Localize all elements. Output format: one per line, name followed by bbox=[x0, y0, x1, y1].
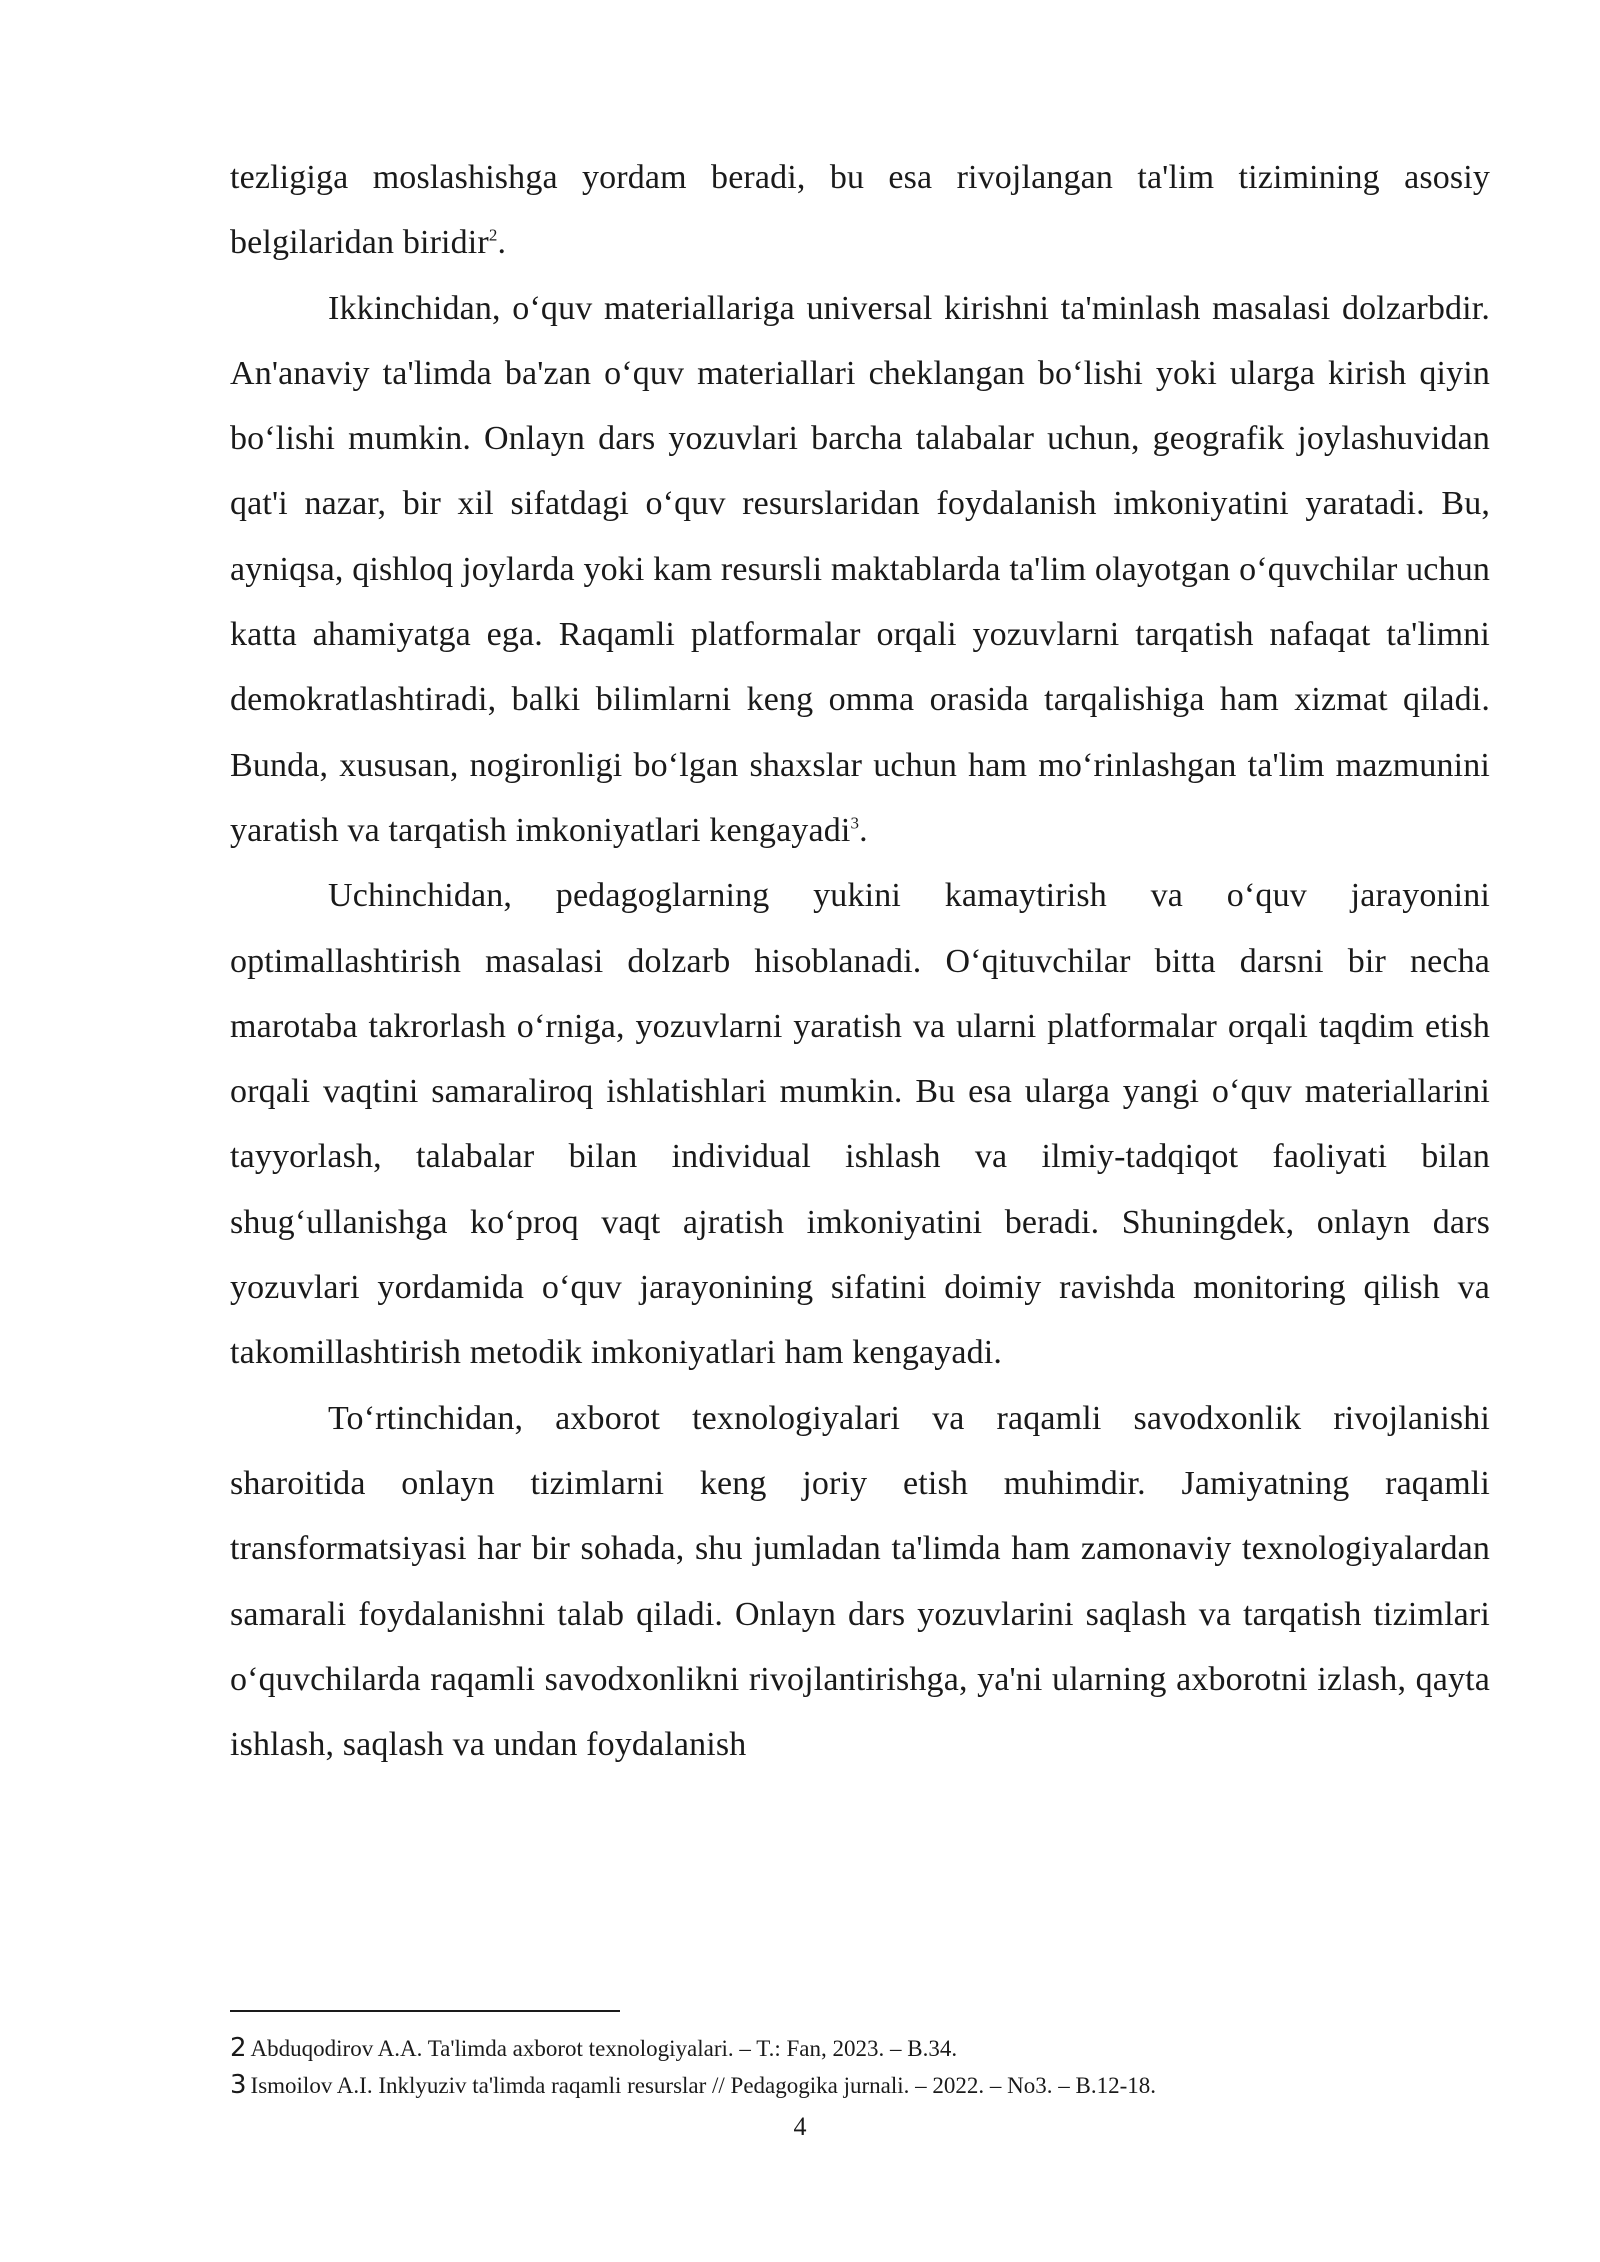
paragraph-text: Uchinchidan, pedagoglarning yukini kamaytirish va o‘quv jarayonini optimallashtirish masalasi dolzarb hisoblanadi. O‘qituvchilar bitta darsni bir necha marotaba takrorlash o‘rniga, yozuvlarni yaratish va ularni platformalar orqali taqdim etish orqali vaqtini samaraliroq ishlatishlari mumkin. Bu esa ularga yangi o‘quv materiallarini tayyorlash, talabalar bilan individual ishlash va ilmiy-tadqiqot faoliyati bilan shug‘ullanishga ko‘proq vaqt ajratish imkoniyatini beradi. Shuningdek, onlayn dars yozuvlari yordamida o‘quv jarayonining sifatini doimiy ravishda monitoring qilish va takomillashtirish metodik imkoniyatlari ham kengayadi. bbox=[230, 877, 1490, 1372]
footnote-text: Ismoilov A.I. Inklyuziv ta'limda raqamli resurslar // Pedagogika jurnali. – 2022. – No3. – B.12-18. bbox=[250, 2073, 1157, 2098]
footnote-number: 3 bbox=[230, 2070, 247, 2100]
paragraph-end: . bbox=[859, 811, 868, 849]
footnotes bbox=[230, 2030, 1490, 2104]
footnote-item bbox=[230, 2067, 1490, 2104]
paragraph-ikkinchidan bbox=[230, 276, 1490, 864]
paragraph-tortinchidan bbox=[230, 1386, 1490, 1778]
paragraph-end: . bbox=[497, 224, 507, 262]
page-number: 4 bbox=[793, 2112, 807, 2141]
footnote-number: 2 bbox=[230, 2033, 247, 2063]
footnote-reference[interactable]: 2 bbox=[488, 225, 498, 245]
body-text bbox=[230, 145, 1490, 1777]
paragraph-continuation bbox=[230, 145, 1490, 276]
paragraph-text: To‘rtinchidan, axborot texnologiyalari va raqamli savodxonlik rivojlanishi sharoitida onlayn tizimlarni keng joriy etish muhimdir. Jamiyatning raqamli transformatsiyasi har bir sohada, shu jumladan ta'limda ham zamonaviy texnologiyalardan samarali foydalanishni talab qiladi. Onlayn dars yozuvlarini saqlash va tarqatish tizimlari o‘quvchilarda raqamli savodxonlikni rivojlantirishga, ya'ni ularning axborotni izlash, qayta ishlash, saqlash va undan foydalanish bbox=[230, 1399, 1490, 1764]
footnote-text: Abduqodirov A.A. Ta'limda axborot texnologiyalari. – T.: Fan, 2023. – B.34. bbox=[250, 2036, 958, 2061]
footnote-reference[interactable]: 3 bbox=[850, 813, 860, 833]
paragraph-uchinchidan bbox=[230, 863, 1490, 1385]
footnote-item bbox=[230, 2030, 1490, 2067]
paragraph-text: tezligiga moslashishga yordam beradi, bu esa rivojlangan ta'lim tizimining asosiy belgilaridan biridir bbox=[230, 159, 1490, 262]
footnote-separator bbox=[230, 2010, 620, 2012]
paragraph-text: Ikkinchidan, o‘quv materiallariga universal kirishni ta'minlash masalasi dolzarbdir. An'anaviy ta'limda ba'zan o‘quv materiallari cheklangan bo‘lishi yoki ularga kirish qiyin bo‘lishi mumkin. Onlayn dars yozuvlari barcha talabalar uchun, geografik joylashuvidan qat'i nazar, bir xil sifatdagi o‘quv resurslaridan foydalanish imkoniyatini yaratadi. Bu, ayniqsa, qishloq joylarda yoki kam resursli maktablarda ta'lim olayotgan o‘quvchilar uchun katta ahamiyatga ega. Raqamli platformalar orqali yozuvlarni tarqatish nafaqat ta'limni demokratlashtiradi, balki bilimlarni keng omma orasida tarqalishiga ham xizmat qiladi. Bunda, xususan, nogironligi bo‘lgan shaxslar uchun ham mo‘rinlashgan ta'lim mazmunini yaratish va tarqatish imkoniyatlari kengayadi bbox=[230, 289, 1490, 849]
